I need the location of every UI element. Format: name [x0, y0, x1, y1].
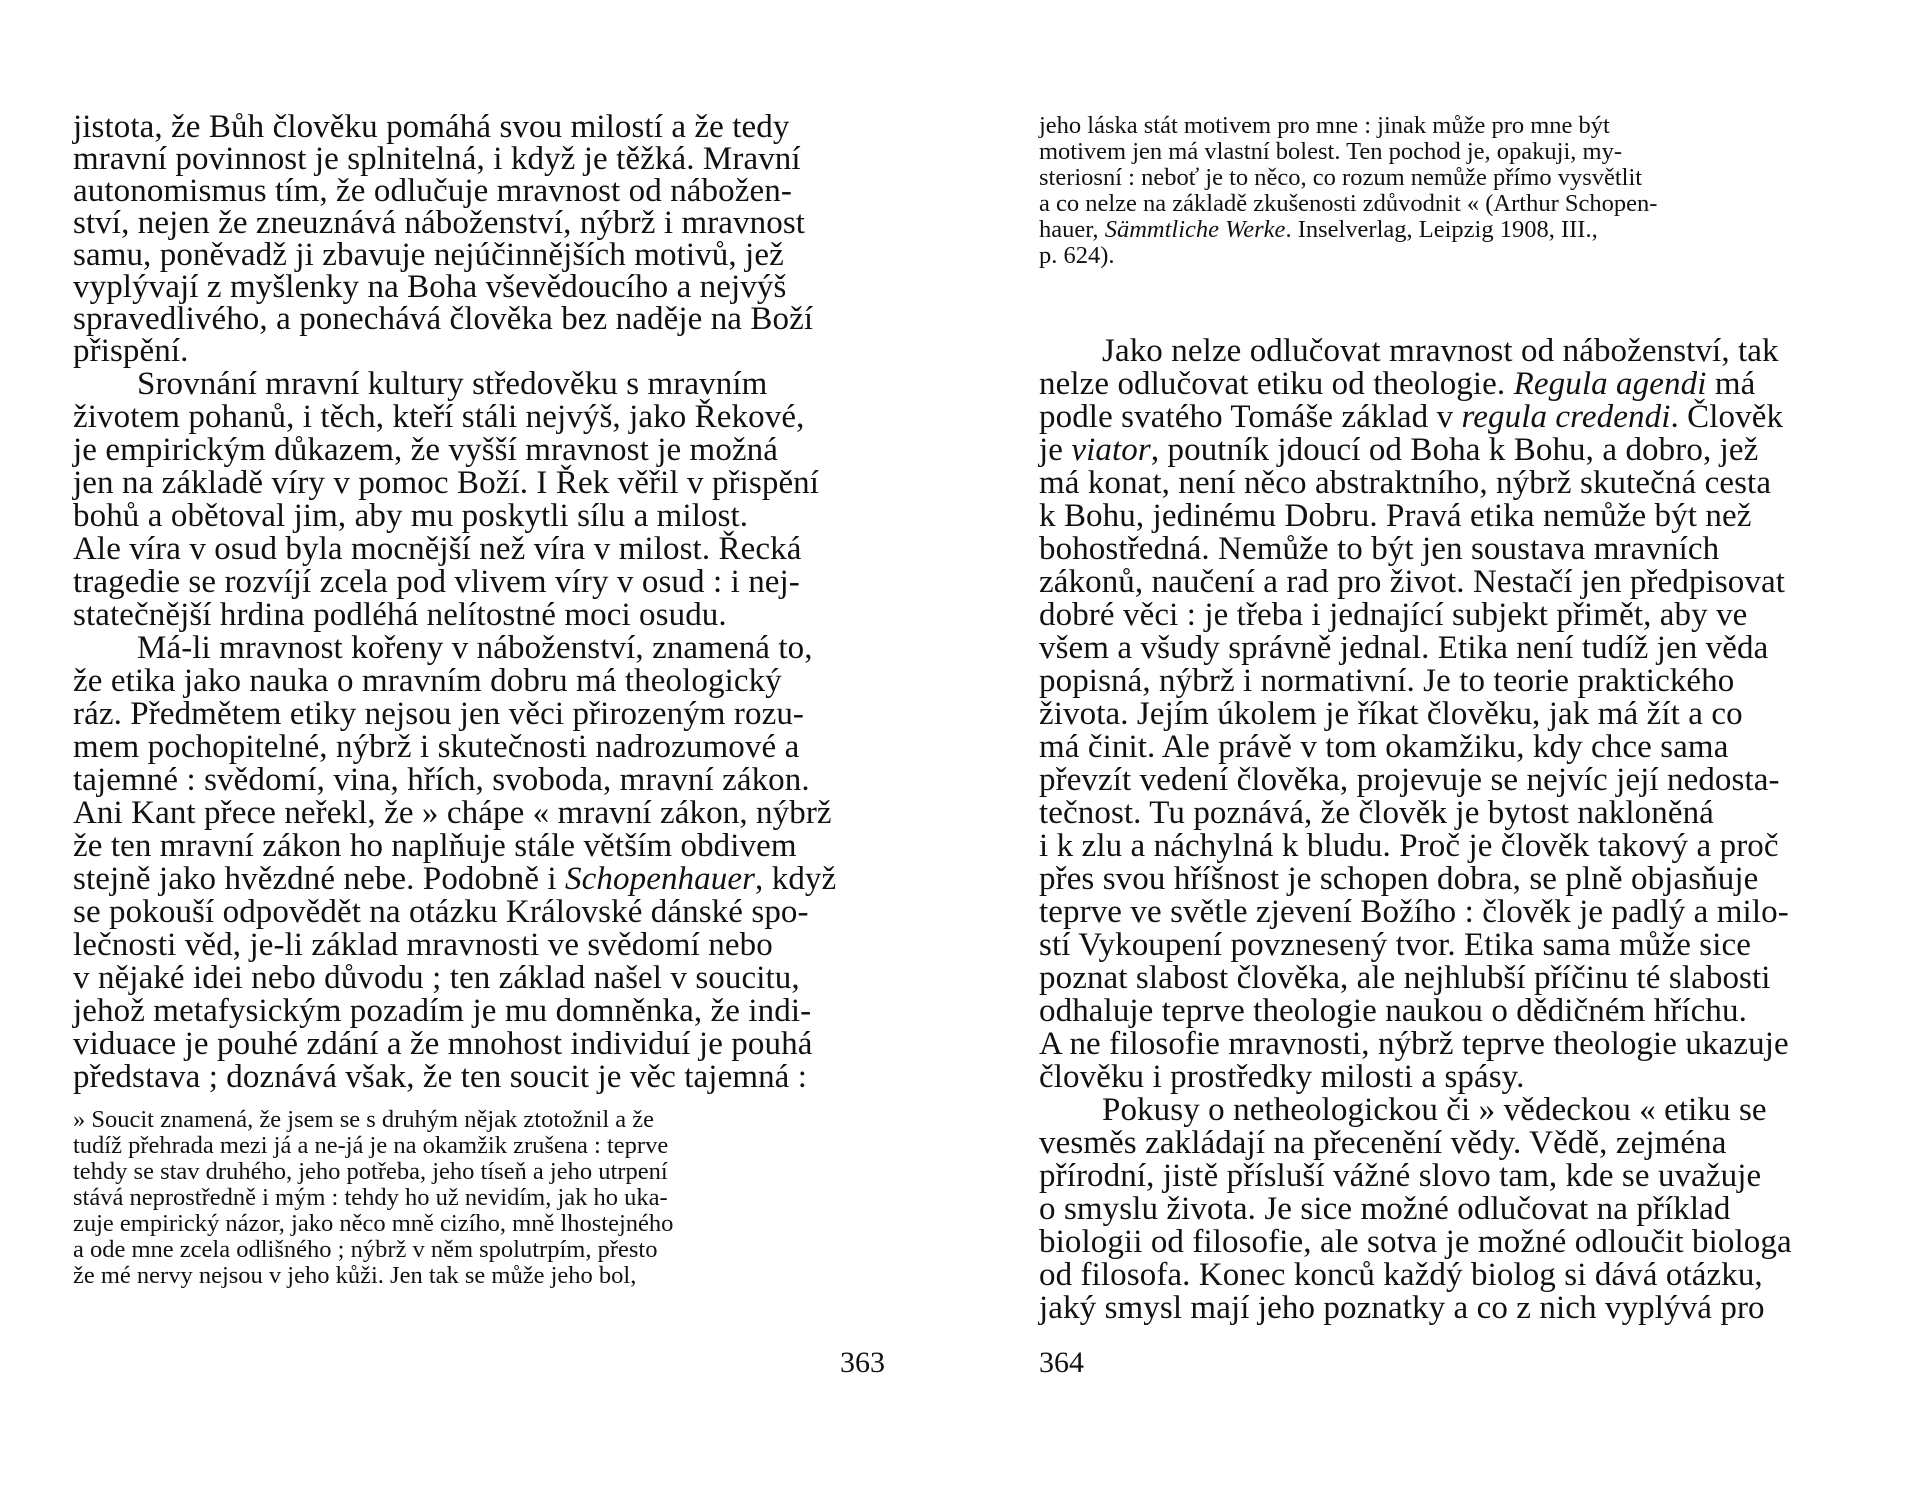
text-segment: . Inselverlag, Leipzig 1908, III.,: [1285, 216, 1598, 243]
text-line: dobré věci : je třeba i jednající subjekt přimět, aby ve: [1039, 597, 1748, 633]
text-line: že etika jako nauka o mravním dobru má theologický: [73, 663, 782, 699]
text-line: jaký smysl mají jeho poznatky a co z nich vyplývá pro: [1039, 1290, 1765, 1326]
text-segment: hauer,: [1039, 216, 1105, 243]
text-line: mem pochopitelné, nýbrž i skutečnosti nadrozumové a: [73, 729, 800, 765]
text-line: [73, 863, 836, 896]
text-line: mravní povinnost je splnitelná, i když je těžká. Mravní: [73, 141, 801, 177]
text-line: ství, nejen že zneuznává náboženství, nýbrž i mravnost: [73, 205, 806, 241]
text-line: tečnost. Tu poznává, že člověk je bytost nakloněná: [1039, 795, 1714, 831]
text-line: Ale víra v osud byla mocnější než víra v milost. Řecká: [73, 531, 802, 567]
italic-term: viator: [1071, 432, 1151, 468]
text-segment: . Člověk: [1670, 399, 1784, 435]
quote-line: stává neprostředně i mým : tehdy ho už nevidím, jak ho uka-: [73, 1184, 668, 1211]
text-line: přes svou hříšnost je schopen dobra, se plně objasňuje: [1039, 861, 1759, 897]
quote-line: a ode mne zcela odlišného ; nýbrž v něm spolutrpím, přesto: [73, 1236, 658, 1263]
text-segment: , když: [755, 861, 837, 897]
quote-line: že mé nervy nejsou v jeho kůži. Jen tak se může jeho bol,: [73, 1262, 637, 1289]
quote-line: » Soucit znamená, že jsem se s druhým nějak ztotožnil a že: [73, 1106, 655, 1133]
text-line: statečnější hrdina podléhá nelítostné moci osudu.: [73, 597, 727, 633]
text-segment: nelze odlučovat etiku od theologie.: [1039, 366, 1514, 402]
text-line: A ne filosofie mravnosti, nýbrž teprve theologie ukazuje: [1039, 1026, 1789, 1062]
text-line: životem pohanů, i těch, kteří stáli nejvýš, jako Řekové,: [73, 399, 805, 435]
right-page: [959, 0, 1918, 1500]
quote-line: tudíž přehrada mezi já a ne-já je na okamžik zrušena : teprve: [73, 1132, 669, 1159]
text-line: teprve ve světle zjevení Božího : člověk je padlý a milo-: [1039, 894, 1789, 930]
text-line: jen na základě víry v pomoc Boží. I Řek věřil v přispění: [73, 465, 820, 501]
text-line: odhaluje teprve theologie naukou o dědičném hříchu.: [1039, 993, 1747, 1029]
text-line: přírodní, jistě přísluší vážné slovo tam, kde se uvažuje: [1039, 1158, 1762, 1194]
quote-line: motivem jen má vlastní bolest. Ten pochod je, opakuji, my-: [1039, 138, 1623, 165]
text-line: poznat slabost člověka, ale nejhlubší příčinu té slabosti: [1039, 960, 1771, 996]
quote-line: steriosní : neboť je to něco, co rozum nemůže přímo vysvětlit: [1039, 164, 1643, 191]
quote-line: a co nelze na základě zkušenosti zdůvodnit « (Arthur Schopen-: [1039, 190, 1658, 217]
text-line: [1039, 434, 1758, 467]
text-line: bohů a obětoval jim, aby mu poskytli sílu a milost.: [73, 498, 749, 534]
text-line: vesměs zakládají na přecenění vědy. Vědě, zejména: [1039, 1125, 1727, 1161]
text-line: že ten mravní zákon ho naplňuje stále větším obdivem: [73, 828, 797, 864]
text-line: samu, poněvadž ji zbavuje nejúčinnějších motivů, jež: [73, 237, 784, 273]
text-line: se pokouší odpovědět na otázku Královské dánské spo-: [73, 894, 809, 930]
text-line: spravedlivého, a ponechává člověka bez naděje na Boží: [73, 301, 814, 337]
paragraph-start-line: Pokusy o netheologickou či » vědeckou « etiku se: [1102, 1092, 1767, 1128]
paragraph-start-line: Má-li mravnost kořeny v náboženství, znamená to,: [137, 630, 813, 666]
text-line: života. Jejím úkolem je říkat člověku, jak má žít a co: [1039, 696, 1743, 732]
text-line: ráz. Předmětem etiky nejsou jen věci přirozeným rozu-: [73, 696, 805, 732]
text-line: tajemné : svědomí, vina, hřích, svoboda, mravní zákon.: [73, 762, 810, 798]
text-line: od filosofa. Konec konců každý biolog si dává otázku,: [1039, 1257, 1763, 1293]
text-line: je empirickým důkazem, že vyšší mravnost je možná: [73, 432, 779, 468]
text-line: přispění.: [73, 333, 189, 369]
paragraph-start-line: Jako nelze odlučovat mravnost od náboženství, tak: [1102, 333, 1779, 369]
text-line: bohostředná. Nemůže to být jen soustava mravních: [1039, 531, 1720, 567]
text-line: vyplývají z myšlenky na Boha vševědoucího a nejvýš: [73, 269, 787, 305]
text-line: stí Vykoupení povznesený tvor. Etika sama může sice: [1039, 927, 1752, 963]
text-line: zákonů, naučení a rad pro život. Nestačí jen předpisovat: [1039, 564, 1785, 600]
text-segment: je: [1039, 432, 1072, 468]
text-line: [1039, 401, 1783, 434]
text-segment: má: [1706, 366, 1756, 402]
text-line: tragedie se rozvíjí zcela pod vlivem víry v osud : i nej-: [73, 564, 800, 600]
page-number: 363: [840, 1346, 885, 1379]
text-segment: podle svatého Tomáše základ v: [1039, 399, 1462, 435]
text-line: popisná, nýbrž i normativní. Je to teorie praktického: [1039, 663, 1735, 699]
text-line: jehož metafysickým pozadím je mu domněnka, že indi-: [73, 993, 812, 1029]
text-line: má konat, není něco abstraktního, nýbrž skutečná cesta: [1039, 465, 1772, 501]
italic-term: Regula agendi: [1513, 366, 1707, 402]
text-line: k Bohu, jedinému Dobru. Pravá etika nemůže být než: [1039, 498, 1752, 534]
italic-term: regula credendi: [1461, 399, 1671, 435]
italic-title: Sämmtliche Werke: [1104, 216, 1286, 243]
text-line: představa ; doznává však, že ten soucit je věc tajemná :: [73, 1059, 808, 1095]
text-line: v nějaké idei nebo důvodu ; ten základ našel v soucitu,: [73, 960, 800, 996]
text-line: lečnosti věd, je-li základ mravnosti ve svědomí nebo: [73, 927, 773, 963]
text-line: autonomismus tím, že odlučuje mravnost od nábožen-: [73, 173, 792, 209]
quote-line: zuje empirický názor, jako něco mně cizího, mně lhostejného: [73, 1210, 674, 1237]
page-number: 364: [1039, 1346, 1084, 1379]
paragraph-start-line: Srovnání mravní kultury středověku s mravním: [137, 366, 768, 402]
text-line: člověku i prostředky milosti a spásy.: [1039, 1059, 1525, 1095]
text-line: o smyslu života. Je sice možné odlučovat na příklad: [1039, 1191, 1731, 1227]
text-segment: , poutník jdoucí od Boha k Bohu, a dobro, jež: [1150, 432, 1759, 468]
quote-line: p. 624).: [1039, 242, 1115, 269]
text-line: všem a všudy správně jednal. Etika není tudíž jen věda: [1039, 630, 1769, 666]
text-line: i k zlu a náchylná k bludu. Proč je člověk takový a proč: [1039, 828, 1779, 864]
quote-line: jeho láska stát motivem pro mne : jinak může pro mne být: [1039, 112, 1610, 139]
text-line: viduace je pouhé zdání a že mnohost individuí je pouhá: [73, 1026, 813, 1062]
text-segment: stejně jako hvězdné nebe. Podobně i: [73, 861, 566, 897]
text-line: biologii od filosofie, ale sotva je možné odloučit biologa: [1039, 1224, 1792, 1260]
text-line: jistota, že Bůh člověku pomáhá svou milostí a že tedy: [73, 109, 790, 145]
quote-line: [1039, 218, 1598, 243]
text-line: převzít vedení člověka, projevuje se nejvíc její nedosta-: [1039, 762, 1780, 798]
italic-name: Schopenhauer: [565, 861, 756, 897]
text-line: Ani Kant přece neřekl, že » chápe « mravní zákon, nýbrž: [73, 795, 832, 831]
quote-line: tehdy se stav druhého, jeho potřeba, jeho tíseň a jeho utrpení: [73, 1158, 668, 1185]
text-line: má činit. Ale právě v tom okamžiku, kdy chce sama: [1039, 729, 1729, 765]
text-line: [1039, 368, 1755, 401]
